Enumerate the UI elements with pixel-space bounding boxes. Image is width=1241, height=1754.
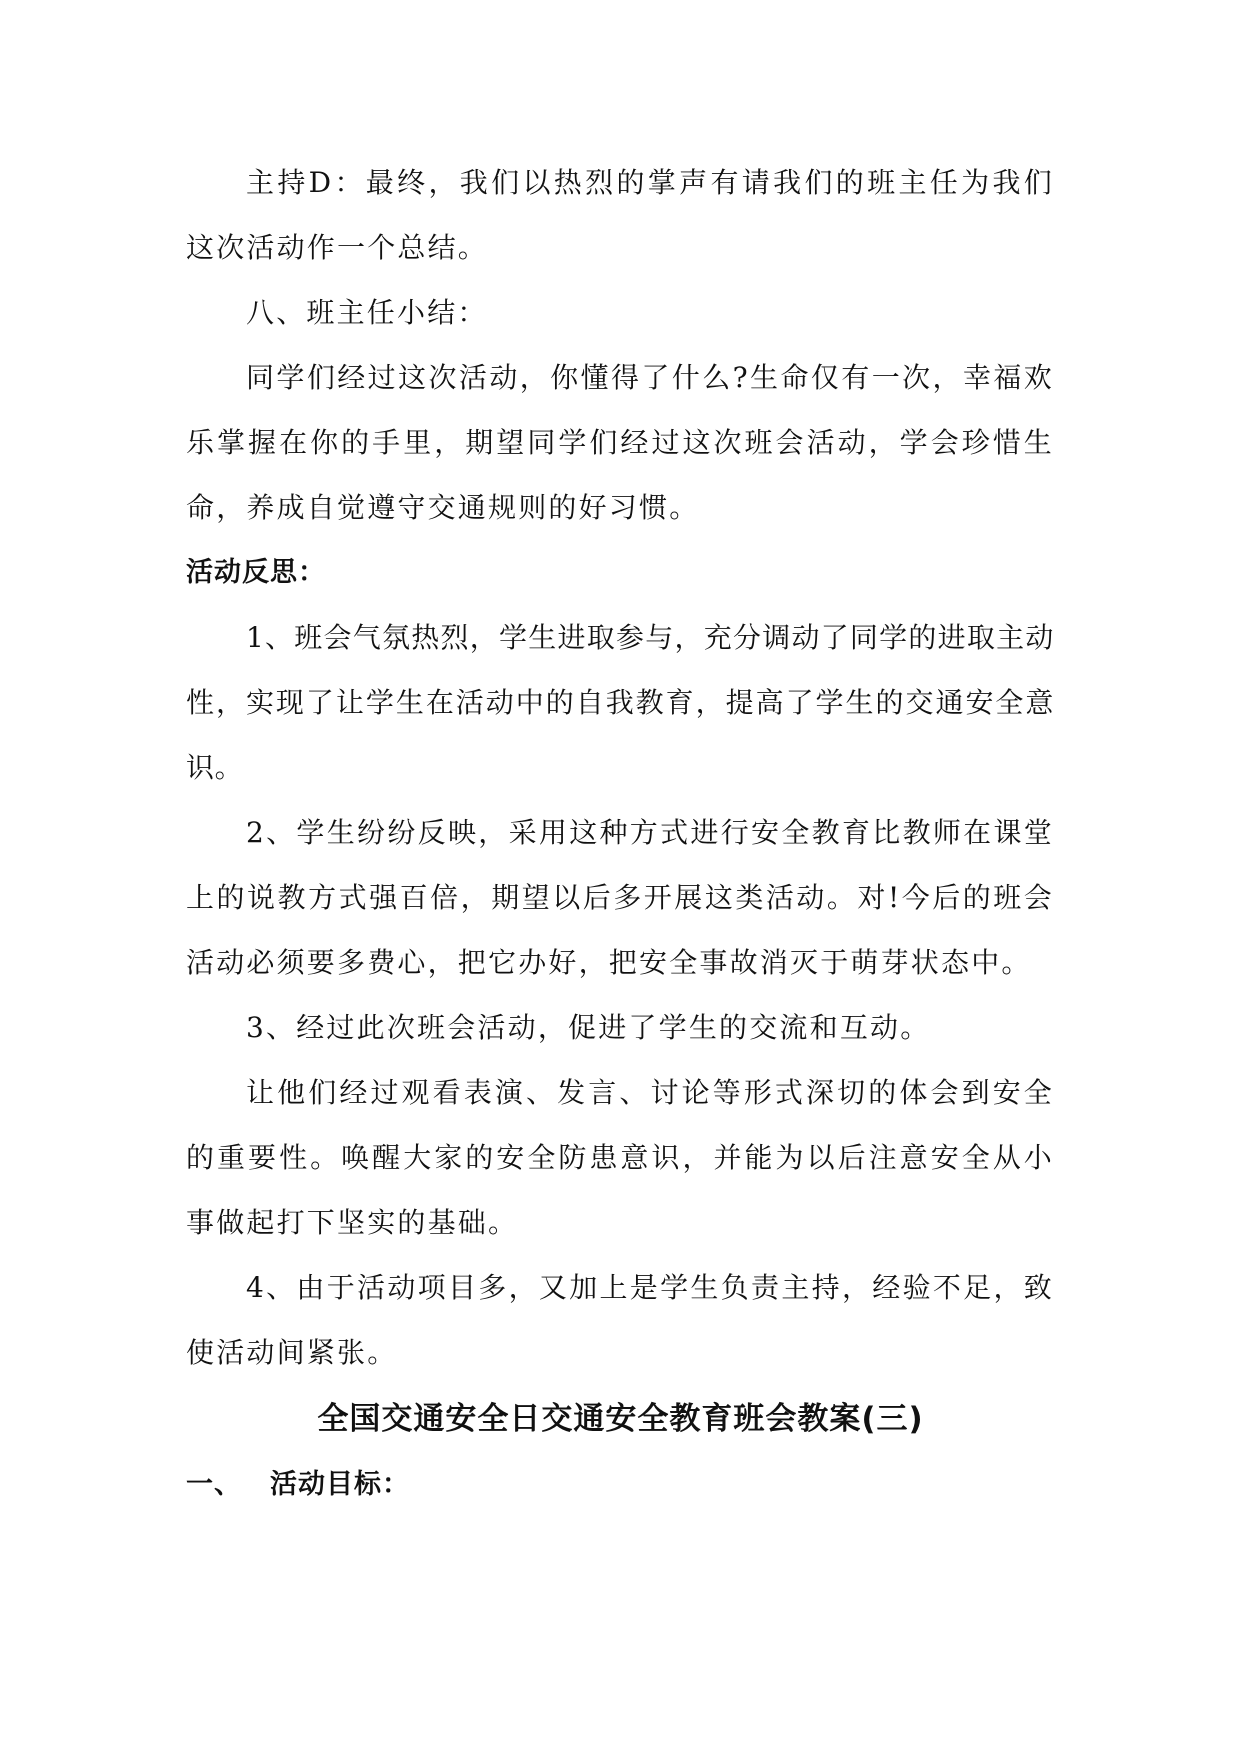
body-text [186,150,1054,1385]
reflection-item-1: 1、班会气氛热烈，学生进取参与，充分调动了同学的进取主动性，实现了让学生在活动中的自我教育，提高了学生的交通安全意识。 [186,621,1054,784]
section-8-title: 八、班主任小结： [246,296,488,329]
reflection-item-3-detail: 让他们经过观看表演、发言、讨论等形式深切的体会到安全的重要性。唤醒大家的安全防患意识，并能为以后注意安全从小事做起打下坚实的基础。 [186,1076,1054,1239]
reflection-heading: 活动反思： [186,557,326,588]
reflection-item-3: 3、经过此次班会活动，促进了学生的交流和互动。 [246,1011,931,1044]
section-1-label: 活动目标： [270,1469,410,1500]
section-1-heading [186,1462,410,1501]
paragraph-host-d: 主持D：最终，我们以热烈的掌声有请我们的班主任为我们这次活动作一个总结。 [186,166,1054,264]
reflection-item-4: 4、由于活动项目多，又加上是学生负责主持，经验不足，致使活动间紧张。 [186,1271,1054,1369]
paragraph-summary: 同学们经过这次活动，你懂得了什么?生命仅有一次，幸福欢乐掌握在你的手里，期望同学们经过这次班会活动，学会珍惜生命，养成自觉遵守交通规则的好习惯。 [186,361,1054,524]
section-1-number: 一、 [186,1469,242,1500]
document-title: 全国交通安全日交通安全教育班会教案(三) [317,1401,924,1437]
reflection-item-2: 2、学生纷纷反映，采用这种方式进行安全教育比教师在课堂上的说教方式强百倍，期望以后多开展这类活动。对!今后的班会活动必须要多费心，把它办好，把安全事故消灭于萌芽状态中。 [186,816,1054,979]
